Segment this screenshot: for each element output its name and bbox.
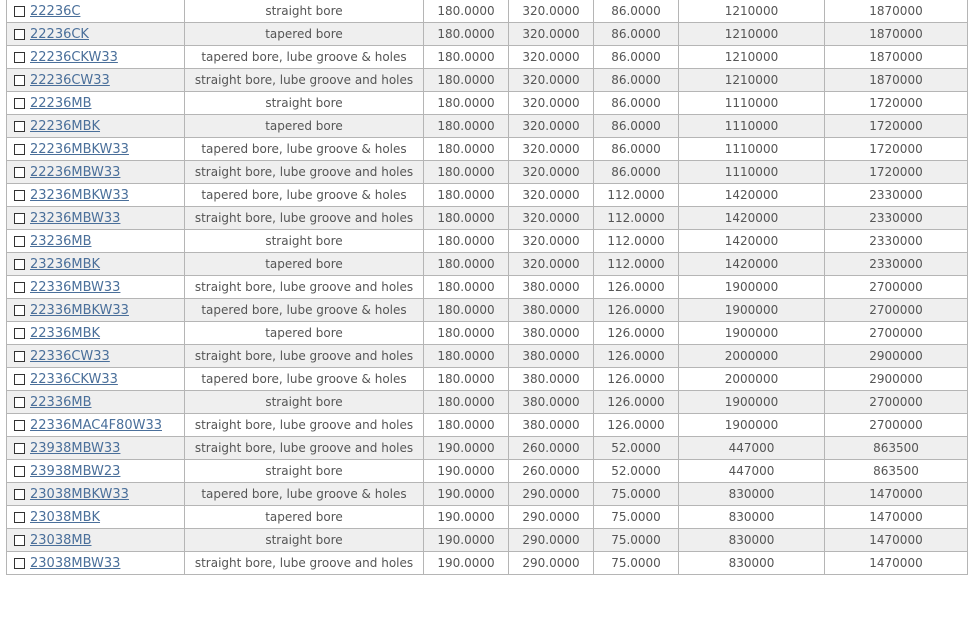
width-cell: 86.0000	[594, 115, 679, 138]
bore-type-cell: tapered bore, lube groove & holes	[185, 184, 424, 207]
bore-diameter-cell: 180.0000	[424, 207, 509, 230]
bore-diameter-cell: 190.0000	[424, 529, 509, 552]
part-number-cell	[7, 483, 185, 506]
bore-diameter-cell: 180.0000	[424, 299, 509, 322]
part-number-cell	[7, 207, 185, 230]
outer-diameter-cell: 320.0000	[509, 207, 594, 230]
bore-type-cell: straight bore	[185, 529, 424, 552]
bore-type-cell: tapered bore	[185, 253, 424, 276]
part-number-cell	[7, 345, 185, 368]
load-rating-1-cell: 447000	[679, 437, 825, 460]
width-cell: 126.0000	[594, 391, 679, 414]
part-number-link[interactable]: 22236C	[30, 3, 81, 19]
select-row-checkbox[interactable]	[14, 190, 25, 201]
outer-diameter-cell: 320.0000	[509, 230, 594, 253]
bore-diameter-cell: 180.0000	[424, 184, 509, 207]
table-row	[7, 0, 968, 23]
part-number-cell	[7, 437, 185, 460]
load-rating-1-cell: 830000	[679, 483, 825, 506]
load-rating-2-cell: 1470000	[825, 529, 968, 552]
bore-type-cell: straight bore, lube groove and holes	[185, 414, 424, 437]
table-row	[7, 161, 968, 184]
outer-diameter-cell: 380.0000	[509, 345, 594, 368]
load-rating-1-cell: 830000	[679, 529, 825, 552]
load-rating-2-cell: 2330000	[825, 184, 968, 207]
load-rating-1-cell: 1110000	[679, 92, 825, 115]
table-row	[7, 299, 968, 322]
bore-diameter-cell: 180.0000	[424, 368, 509, 391]
load-rating-2-cell: 2330000	[825, 230, 968, 253]
width-cell: 86.0000	[594, 23, 679, 46]
bore-diameter-cell: 190.0000	[424, 506, 509, 529]
part-number-link[interactable]: 23938MBW23	[30, 463, 121, 479]
bore-type-cell: tapered bore	[185, 322, 424, 345]
part-number-cell	[7, 0, 185, 23]
load-rating-2-cell: 1720000	[825, 138, 968, 161]
width-cell: 86.0000	[594, 46, 679, 69]
part-number-cell	[7, 276, 185, 299]
outer-diameter-cell: 290.0000	[509, 529, 594, 552]
width-cell: 75.0000	[594, 529, 679, 552]
part-number-link[interactable]: 22236MBK	[30, 118, 101, 134]
outer-diameter-cell: 320.0000	[509, 115, 594, 138]
select-row-checkbox[interactable]	[14, 29, 25, 40]
part-number-link[interactable]: 22236CKW33	[30, 49, 118, 65]
select-row-checkbox[interactable]	[14, 121, 25, 132]
bore-diameter-cell: 180.0000	[424, 414, 509, 437]
part-number-link[interactable]: 23236MBK	[30, 256, 101, 272]
bore-diameter-cell: 180.0000	[424, 46, 509, 69]
part-number-link[interactable]: 23038MBKW33	[30, 486, 129, 502]
table-row	[7, 253, 968, 276]
part-number-cell	[7, 230, 185, 253]
select-row-checkbox[interactable]	[14, 305, 25, 316]
part-number-cell	[7, 46, 185, 69]
width-cell: 52.0000	[594, 460, 679, 483]
width-cell: 112.0000	[594, 207, 679, 230]
bore-diameter-cell: 180.0000	[424, 138, 509, 161]
part-number-cell	[7, 23, 185, 46]
outer-diameter-cell: 320.0000	[509, 138, 594, 161]
load-rating-1-cell: 1210000	[679, 23, 825, 46]
part-number-link[interactable]: 22336CKW33	[30, 371, 118, 387]
table-row	[7, 391, 968, 414]
part-number-cell	[7, 460, 185, 483]
load-rating-2-cell: 863500	[825, 460, 968, 483]
table-row	[7, 23, 968, 46]
part-number-link[interactable]: 22236CK	[30, 26, 89, 42]
load-rating-1-cell: 830000	[679, 552, 825, 575]
part-number-link[interactable]: 22236MBKW33	[30, 141, 129, 157]
load-rating-2-cell: 2700000	[825, 391, 968, 414]
load-rating-2-cell: 2900000	[825, 345, 968, 368]
bore-diameter-cell: 180.0000	[424, 276, 509, 299]
outer-diameter-cell: 290.0000	[509, 552, 594, 575]
width-cell: 126.0000	[594, 368, 679, 391]
bore-type-cell: straight bore, lube groove and holes	[185, 276, 424, 299]
bore-type-cell: tapered bore, lube groove & holes	[185, 138, 424, 161]
table-body	[7, 0, 968, 575]
bore-diameter-cell: 190.0000	[424, 437, 509, 460]
outer-diameter-cell: 380.0000	[509, 322, 594, 345]
load-rating-1-cell: 1900000	[679, 322, 825, 345]
load-rating-1-cell: 1420000	[679, 207, 825, 230]
outer-diameter-cell: 320.0000	[509, 184, 594, 207]
part-number-cell	[7, 184, 185, 207]
load-rating-2-cell: 1470000	[825, 552, 968, 575]
width-cell: 112.0000	[594, 230, 679, 253]
table-row	[7, 552, 968, 575]
outer-diameter-cell: 380.0000	[509, 276, 594, 299]
load-rating-2-cell: 1870000	[825, 0, 968, 23]
part-number-cell	[7, 299, 185, 322]
load-rating-2-cell: 2700000	[825, 414, 968, 437]
width-cell: 126.0000	[594, 414, 679, 437]
width-cell: 75.0000	[594, 552, 679, 575]
width-cell: 86.0000	[594, 92, 679, 115]
load-rating-1-cell: 447000	[679, 460, 825, 483]
load-rating-1-cell: 1210000	[679, 69, 825, 92]
table-row	[7, 276, 968, 299]
table-row	[7, 322, 968, 345]
bore-diameter-cell: 180.0000	[424, 322, 509, 345]
select-row-checkbox[interactable]	[14, 6, 25, 17]
load-rating-2-cell: 2900000	[825, 368, 968, 391]
width-cell: 75.0000	[594, 506, 679, 529]
select-row-checkbox[interactable]	[14, 374, 25, 385]
select-row-checkbox[interactable]	[14, 282, 25, 293]
bore-diameter-cell: 180.0000	[424, 0, 509, 23]
load-rating-1-cell: 1110000	[679, 161, 825, 184]
load-rating-2-cell: 2330000	[825, 207, 968, 230]
width-cell: 86.0000	[594, 69, 679, 92]
load-rating-1-cell: 1420000	[679, 184, 825, 207]
table-row	[7, 460, 968, 483]
load-rating-2-cell: 1870000	[825, 69, 968, 92]
load-rating-1-cell: 1900000	[679, 299, 825, 322]
outer-diameter-cell: 320.0000	[509, 69, 594, 92]
part-number-link[interactable]: 22336CW33	[30, 348, 110, 364]
bore-diameter-cell: 190.0000	[424, 552, 509, 575]
select-row-checkbox[interactable]	[14, 512, 25, 523]
table-row	[7, 230, 968, 253]
part-number-cell	[7, 322, 185, 345]
width-cell: 86.0000	[594, 138, 679, 161]
load-rating-2-cell: 2700000	[825, 299, 968, 322]
outer-diameter-cell: 380.0000	[509, 368, 594, 391]
part-number-link[interactable]: 23236MB	[30, 233, 92, 249]
table-row	[7, 207, 968, 230]
load-rating-2-cell: 2330000	[825, 253, 968, 276]
width-cell: 126.0000	[594, 345, 679, 368]
load-rating-1-cell: 1110000	[679, 115, 825, 138]
bore-diameter-cell: 190.0000	[424, 483, 509, 506]
part-number-link[interactable]: 23236MBW33	[30, 210, 121, 226]
bore-diameter-cell: 180.0000	[424, 391, 509, 414]
width-cell: 126.0000	[594, 322, 679, 345]
part-number-link[interactable]: 22336MB	[30, 394, 92, 410]
table-row	[7, 115, 968, 138]
part-number-cell	[7, 368, 185, 391]
part-number-cell	[7, 253, 185, 276]
part-number-cell	[7, 506, 185, 529]
outer-diameter-cell: 290.0000	[509, 506, 594, 529]
select-row-checkbox[interactable]	[14, 466, 25, 477]
part-number-link[interactable]: 22236CW33	[30, 72, 110, 88]
outer-diameter-cell: 320.0000	[509, 0, 594, 23]
bore-type-cell: tapered bore, lube groove & holes	[185, 46, 424, 69]
load-rating-2-cell: 1720000	[825, 115, 968, 138]
width-cell: 126.0000	[594, 299, 679, 322]
bore-type-cell: straight bore	[185, 0, 424, 23]
load-rating-1-cell: 1420000	[679, 230, 825, 253]
select-row-checkbox[interactable]	[14, 351, 25, 362]
bore-diameter-cell: 190.0000	[424, 460, 509, 483]
table-row	[7, 529, 968, 552]
bore-diameter-cell: 180.0000	[424, 253, 509, 276]
part-number-link[interactable]: 23938MBW33	[30, 440, 121, 456]
load-rating-2-cell: 1870000	[825, 46, 968, 69]
width-cell: 52.0000	[594, 437, 679, 460]
width-cell: 86.0000	[594, 0, 679, 23]
bore-type-cell: straight bore	[185, 92, 424, 115]
load-rating-1-cell: 1900000	[679, 414, 825, 437]
table-row	[7, 437, 968, 460]
part-number-link[interactable]: 22336MBK	[30, 325, 101, 341]
bore-type-cell: straight bore, lube groove and holes	[185, 437, 424, 460]
load-rating-1-cell: 2000000	[679, 368, 825, 391]
load-rating-2-cell: 1870000	[825, 23, 968, 46]
load-rating-1-cell: 1110000	[679, 138, 825, 161]
load-rating-1-cell: 1210000	[679, 46, 825, 69]
bore-type-cell: tapered bore, lube groove & holes	[185, 483, 424, 506]
bore-type-cell: straight bore, lube groove and holes	[185, 161, 424, 184]
bore-type-cell: straight bore, lube groove and holes	[185, 69, 424, 92]
part-number-link[interactable]: 22236MBW33	[30, 164, 121, 180]
select-row-checkbox[interactable]	[14, 75, 25, 86]
outer-diameter-cell: 320.0000	[509, 161, 594, 184]
load-rating-2-cell: 2700000	[825, 322, 968, 345]
table-row	[7, 92, 968, 115]
bore-type-cell: tapered bore	[185, 23, 424, 46]
part-number-cell	[7, 69, 185, 92]
select-row-checkbox[interactable]	[14, 52, 25, 63]
part-number-cell	[7, 552, 185, 575]
select-row-checkbox[interactable]	[14, 98, 25, 109]
load-rating-1-cell: 2000000	[679, 345, 825, 368]
select-row-checkbox[interactable]	[14, 144, 25, 155]
table-row	[7, 138, 968, 161]
part-number-link[interactable]: 22336MBW33	[30, 279, 121, 295]
part-number-link[interactable]: 22336MBKW33	[30, 302, 129, 318]
select-row-checkbox[interactable]	[14, 259, 25, 270]
load-rating-1-cell: 1210000	[679, 0, 825, 23]
part-number-cell	[7, 414, 185, 437]
part-number-cell	[7, 161, 185, 184]
select-row-checkbox[interactable]	[14, 213, 25, 224]
load-rating-1-cell: 1900000	[679, 276, 825, 299]
bearing-results-table	[6, 0, 968, 575]
bore-diameter-cell: 180.0000	[424, 23, 509, 46]
outer-diameter-cell: 290.0000	[509, 483, 594, 506]
bore-diameter-cell: 180.0000	[424, 115, 509, 138]
bore-type-cell: straight bore, lube groove and holes	[185, 552, 424, 575]
table-row	[7, 483, 968, 506]
bore-type-cell: straight bore, lube groove and holes	[185, 345, 424, 368]
part-number-link[interactable]: 22236MB	[30, 95, 92, 111]
width-cell: 126.0000	[594, 276, 679, 299]
part-number-cell	[7, 92, 185, 115]
load-rating-2-cell: 1470000	[825, 506, 968, 529]
select-row-checkbox[interactable]	[14, 167, 25, 178]
bore-type-cell: tapered bore, lube groove & holes	[185, 368, 424, 391]
bore-type-cell: straight bore	[185, 391, 424, 414]
part-number-link[interactable]: 23236MBKW33	[30, 187, 129, 203]
table-row	[7, 506, 968, 529]
select-row-checkbox[interactable]	[14, 558, 25, 569]
select-row-checkbox[interactable]	[14, 328, 25, 339]
bore-diameter-cell: 180.0000	[424, 161, 509, 184]
table-row	[7, 368, 968, 391]
table-row	[7, 184, 968, 207]
bore-type-cell: straight bore	[185, 230, 424, 253]
outer-diameter-cell: 380.0000	[509, 414, 594, 437]
bore-type-cell: straight bore, lube groove and holes	[185, 207, 424, 230]
bore-type-cell: straight bore	[185, 460, 424, 483]
load-rating-2-cell: 1720000	[825, 161, 968, 184]
part-number-cell	[7, 529, 185, 552]
part-number-link[interactable]: 22336MAC4F80W33	[30, 417, 162, 433]
select-row-checkbox[interactable]	[14, 535, 25, 546]
width-cell: 86.0000	[594, 161, 679, 184]
part-number-cell	[7, 138, 185, 161]
select-row-checkbox[interactable]	[14, 236, 25, 247]
bore-diameter-cell: 180.0000	[424, 345, 509, 368]
outer-diameter-cell: 320.0000	[509, 92, 594, 115]
part-number-link[interactable]: 23038MB	[30, 532, 92, 548]
load-rating-1-cell: 1420000	[679, 253, 825, 276]
outer-diameter-cell: 320.0000	[509, 253, 594, 276]
select-row-checkbox[interactable]	[14, 489, 25, 500]
table-row	[7, 69, 968, 92]
bore-type-cell: tapered bore	[185, 506, 424, 529]
table-row	[7, 46, 968, 69]
part-number-cell	[7, 115, 185, 138]
table-row	[7, 345, 968, 368]
outer-diameter-cell: 260.0000	[509, 437, 594, 460]
load-rating-2-cell: 1720000	[825, 92, 968, 115]
outer-diameter-cell: 260.0000	[509, 460, 594, 483]
load-rating-2-cell: 863500	[825, 437, 968, 460]
table-row	[7, 414, 968, 437]
part-number-cell	[7, 391, 185, 414]
load-rating-1-cell: 830000	[679, 506, 825, 529]
part-number-link[interactable]: 23038MBW33	[30, 555, 121, 571]
outer-diameter-cell: 320.0000	[509, 23, 594, 46]
width-cell: 75.0000	[594, 483, 679, 506]
outer-diameter-cell: 320.0000	[509, 46, 594, 69]
width-cell: 112.0000	[594, 184, 679, 207]
part-number-link[interactable]: 23038MBK	[30, 509, 101, 525]
load-rating-2-cell: 2700000	[825, 276, 968, 299]
outer-diameter-cell: 380.0000	[509, 299, 594, 322]
select-row-checkbox[interactable]	[14, 420, 25, 431]
outer-diameter-cell: 380.0000	[509, 391, 594, 414]
load-rating-1-cell: 1900000	[679, 391, 825, 414]
bore-type-cell: tapered bore	[185, 115, 424, 138]
width-cell: 112.0000	[594, 253, 679, 276]
load-rating-2-cell: 1470000	[825, 483, 968, 506]
bore-type-cell: tapered bore, lube groove & holes	[185, 299, 424, 322]
bore-diameter-cell: 180.0000	[424, 92, 509, 115]
bore-diameter-cell: 180.0000	[424, 69, 509, 92]
select-row-checkbox[interactable]	[14, 397, 25, 408]
bore-diameter-cell: 180.0000	[424, 230, 509, 253]
select-row-checkbox[interactable]	[14, 443, 25, 454]
